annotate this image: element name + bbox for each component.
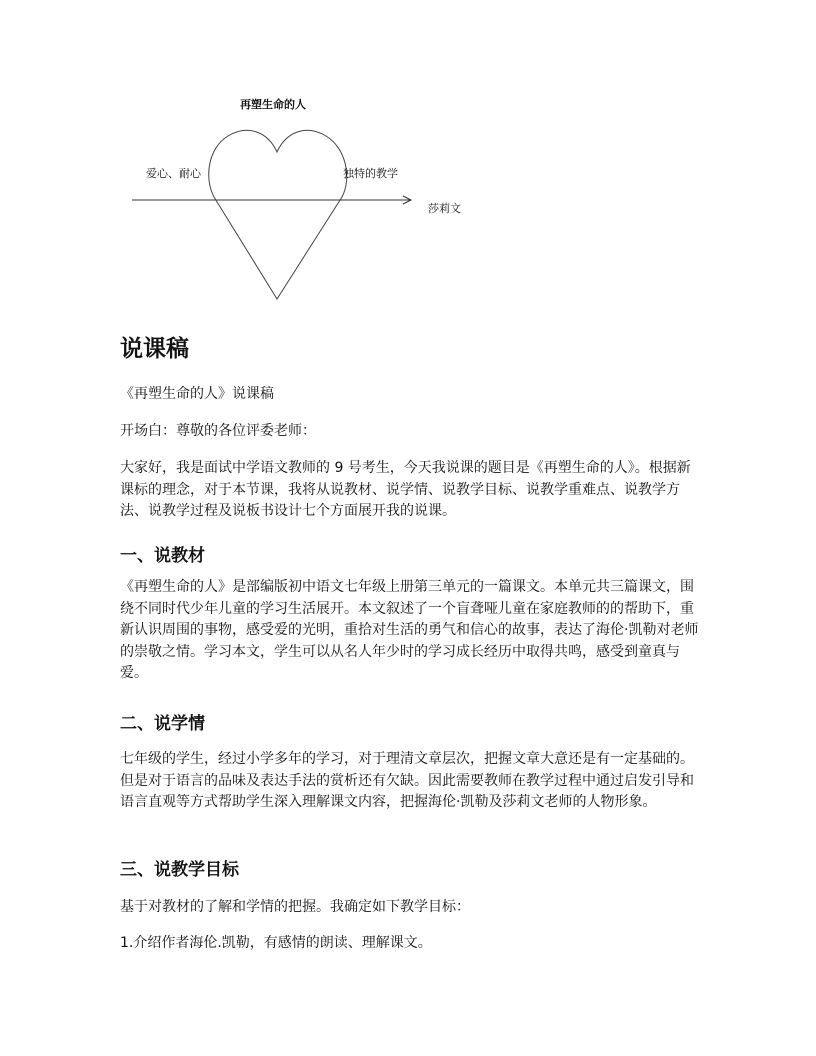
opening-line: 开场白：尊敬的各位评委老师：	[120, 423, 316, 439]
diagram-title: 再塑生命的人	[240, 98, 306, 111]
section-heading-goals: 三、说教学目标	[120, 860, 239, 880]
heart-diagram-svg	[120, 88, 480, 304]
section-heading-students: 二、说学情	[120, 714, 205, 734]
document-title: 说课稿	[120, 336, 189, 362]
section-body-goals: 基于对教材的了解和学情的把握。我确定如下教学目标：	[120, 899, 470, 915]
diagram-arrow-label: 莎莉文	[428, 202, 461, 215]
intro-paragraph: 大家好，我是面试中学语文教师的 9 号考生，今天我说课的题目是《再塑生命的人》。根据新课标的理念，对于本节课，我将从说教材、说学情、说教学目标、说教学重难点、说教学方法、说教学过程及说板书设计七个方面展开我的说课。	[120, 460, 691, 519]
heart-shape	[209, 130, 347, 299]
section-body-textbook: 《再塑生命的人》是部编版初中语文七年级上册第三单元的一篇课文。本单元共三篇课文，围绕不同时代少年儿童的学习生活展开。本文叙述了一个盲聋哑儿童在家庭教师的的帮助下，重新认识周围的事物，感受爱的光明，重拾对生活的勇气和信心的故事，表达了海伦·凯勒对老师的崇敬之情。学习本文，学生可以从名人年少时的学习成长经历中取得共鸣，感受到童真与爱。	[120, 579, 699, 681]
diagram-left-label: 爱心、耐心	[146, 167, 201, 180]
section-body-students: 七年级的学生，经过小学多年的学习，对于理清文章层次，把握文章大意还是有一定基础的。但是对于语言的品味及表达手法的赏析还有欠缺。因此需要教师在教学过程中通过启发引导和语言直观等方式帮助学生深入理解课文内容，把握海伦·凯勒及莎莉文老师的人物形象。	[120, 751, 694, 810]
document-subtitle: 《再塑生命的人》说课稿	[120, 386, 274, 402]
section-heading-textbook: 一、说教材	[120, 546, 205, 566]
goal-item-1: 1.介绍作者海伦.凯勒，有感情的朗读、理解课文。	[120, 935, 432, 951]
blackboard-diagram	[120, 88, 480, 304]
diagram-right-label: 独特的教学	[343, 167, 398, 180]
